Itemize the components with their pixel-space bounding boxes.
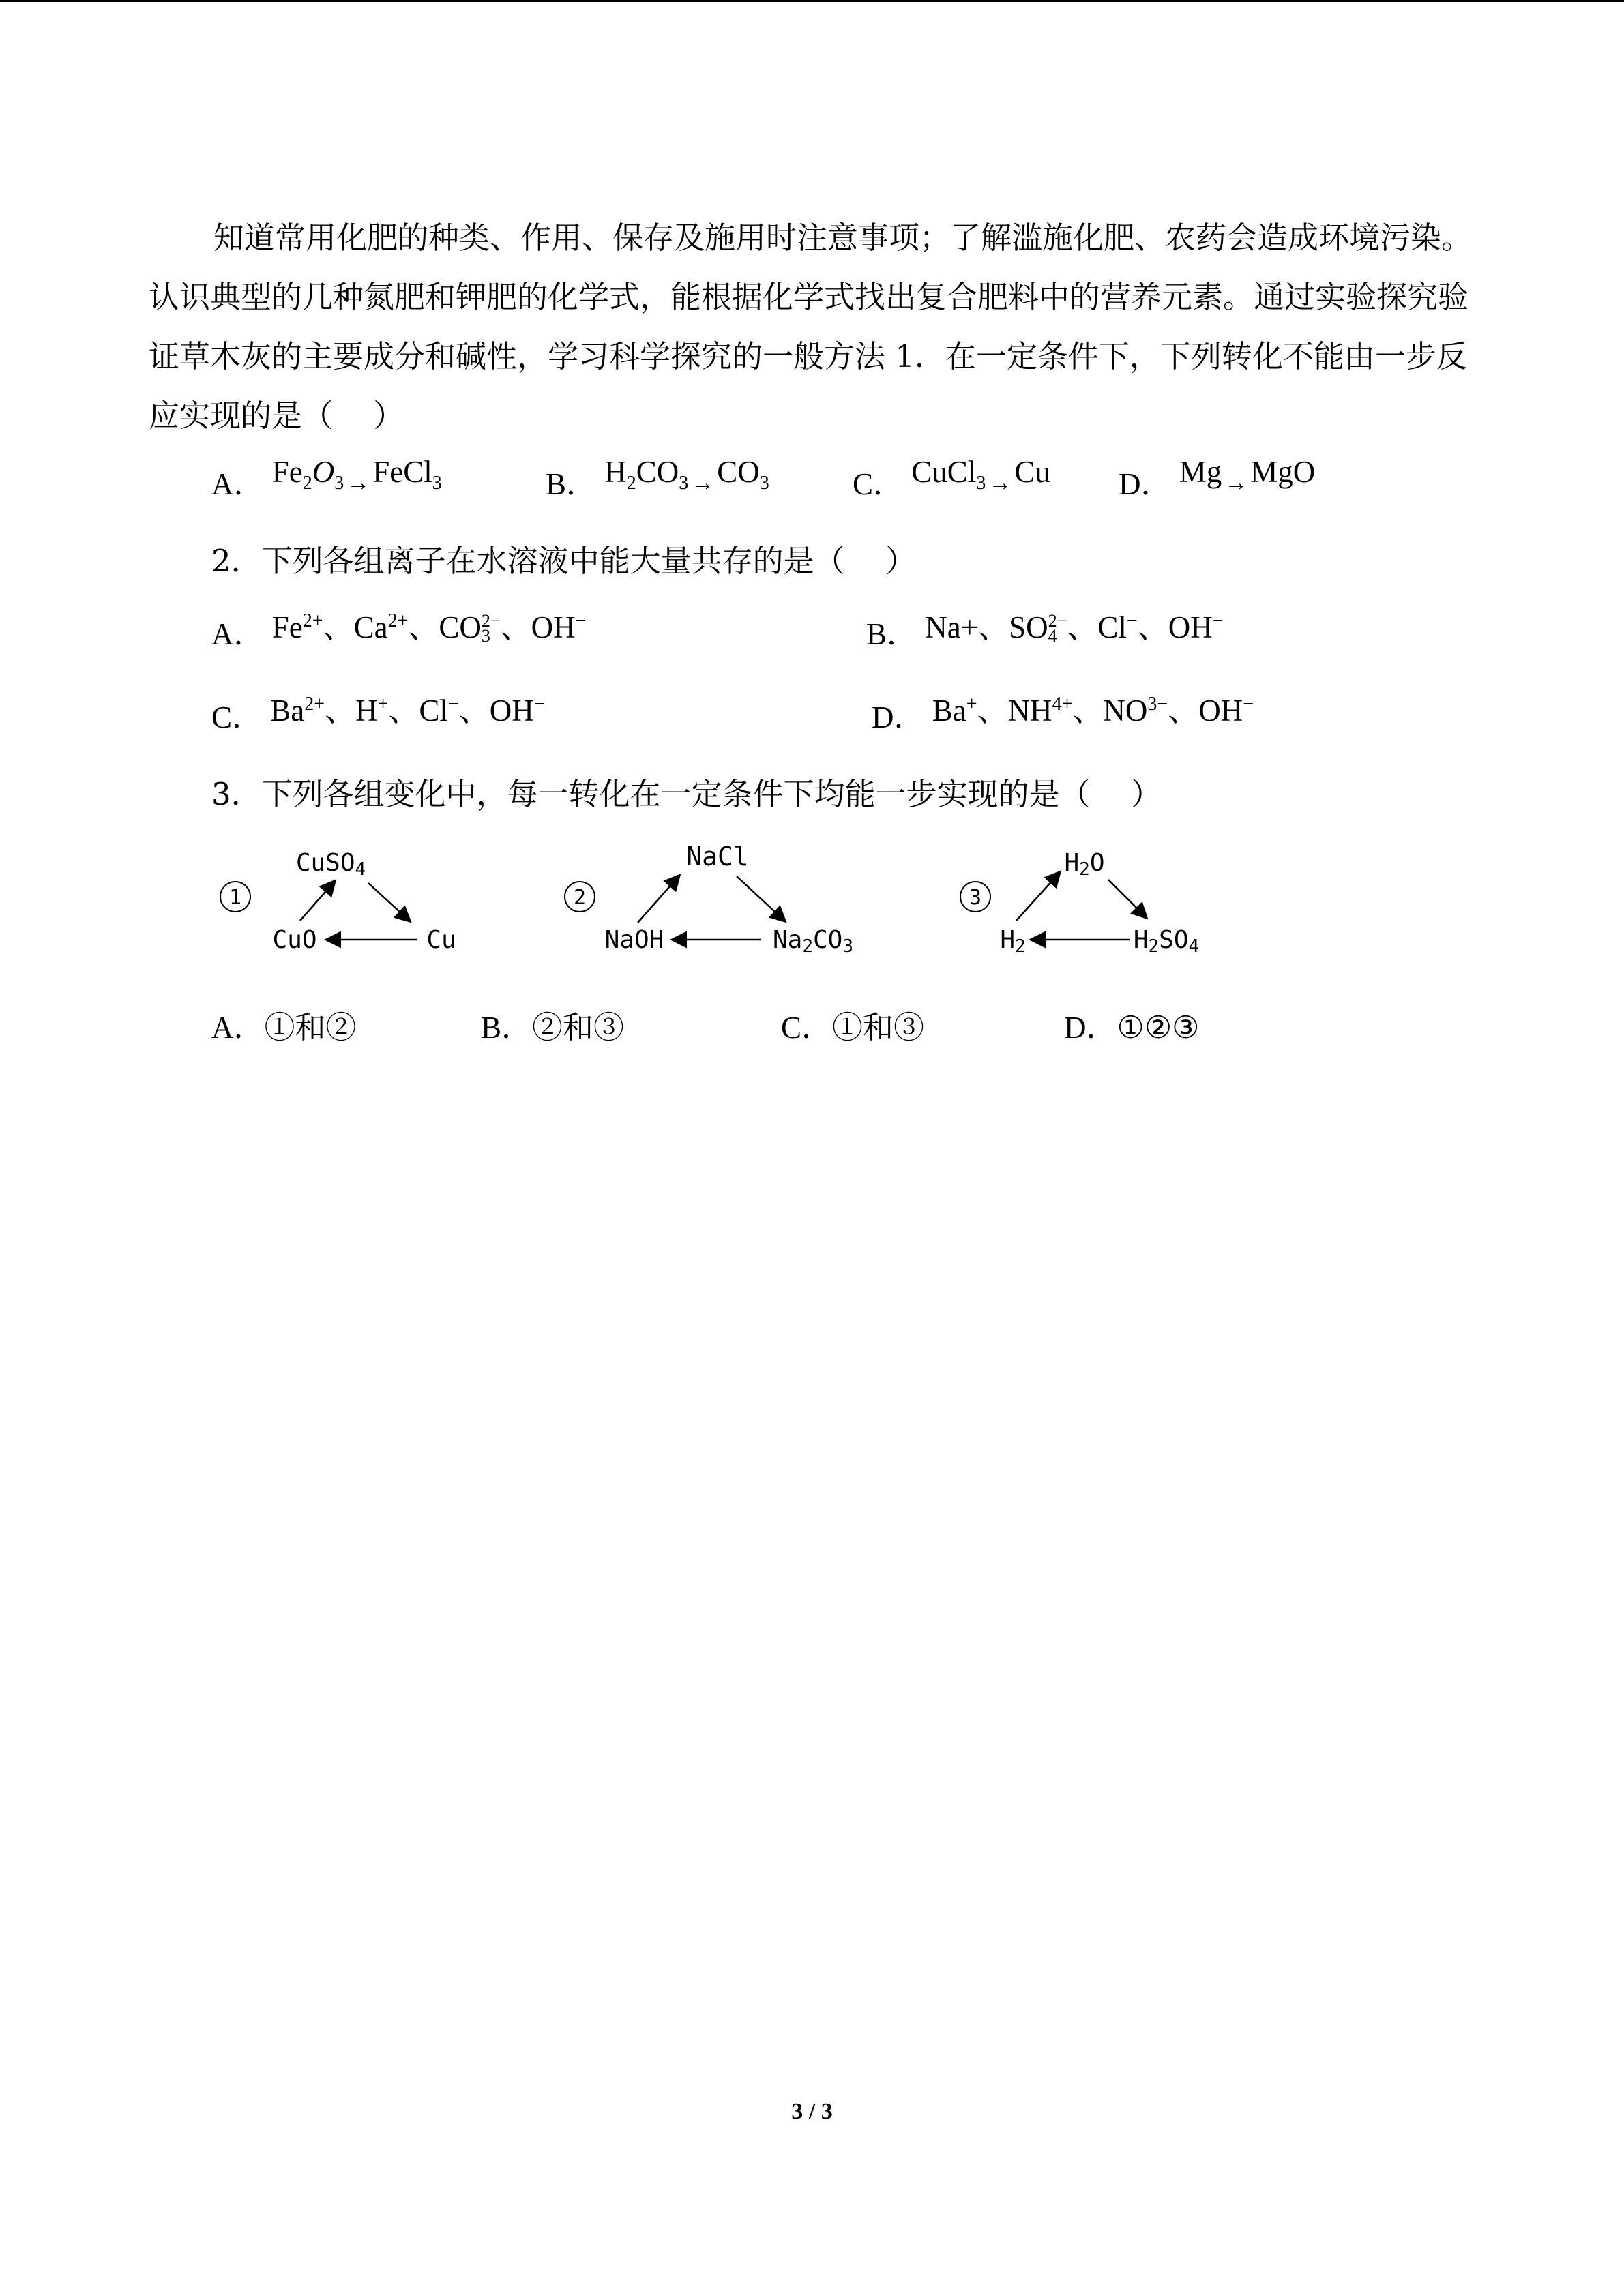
arrow-top-to-right — [737, 876, 784, 921]
option-label: C． — [211, 700, 263, 734]
diagram-number: 2 — [573, 886, 587, 910]
option-label: A． — [211, 617, 265, 651]
top-border — [0, 0, 1624, 2]
option-label: A． — [211, 467, 265, 501]
reaction-cycle-diagram-3 — [951, 842, 1224, 965]
q3-option-a — [211, 1007, 357, 1048]
formula: $H_2CO_3$ $_\to CO_3$ — [604, 455, 769, 496]
reaction-cycle-diagram-1 — [211, 842, 471, 965]
q3-stem: 3．下列各组变化中，每一转化在一定条件下均能一步实现的是（ ） — [211, 776, 1162, 812]
arrow-top-to-right — [1108, 880, 1146, 917]
intro-text: 知道常用化肥的种类、作用、保存及施用时注意事项；了解滥施化肥、农药会造成环境污染。认识典型的几种氮肥和钾肥的化学式，能根据化学式找出复合肥料中的营养元素。通过实验探究验证草木灰的主要成分和碱性，学习科学探究的一般方法 1．在一定条件下，下列转化不能由一步反应实现的是（ ） — [149, 220, 1473, 434]
formula: CuCl$_3$ $_\to$Cu — [911, 455, 1050, 496]
option-text: ①和③ — [832, 1011, 925, 1045]
q2-option-a — [211, 610, 587, 655]
node-right: H2SO4 — [1133, 926, 1200, 957]
q1-option-a — [211, 455, 442, 508]
diagram-number: 3 — [969, 886, 982, 910]
node-right: Na2CO3 — [772, 926, 854, 957]
option-text: ①和② — [264, 1011, 357, 1045]
ion-list: $Fe^{2+}$、$Ca^{2+}$、CO 2− 3 、OH− — [271, 610, 587, 646]
arrow-left-to-top — [300, 882, 334, 921]
option-label: C． — [853, 467, 904, 501]
q1-option-c — [853, 455, 1050, 508]
ion-list: Ba+、$NH^{4+}$、$NO^{3-}$、OH− — [932, 694, 1254, 728]
option-label: D． — [1119, 467, 1172, 501]
option-label: B． — [481, 1011, 533, 1045]
option-label: A． — [211, 1011, 265, 1045]
option-label: B． — [866, 617, 918, 651]
formula: $Fe_2O_3$ $_\to$FeCl$_3$ — [271, 455, 442, 496]
arrow-top-to-right — [368, 883, 409, 921]
q3-option-c — [781, 1007, 924, 1048]
q2-option-b — [866, 610, 1224, 655]
node-left: NaOH — [604, 926, 664, 954]
option-label: C． — [781, 1011, 833, 1045]
option-label: D． — [872, 700, 925, 734]
formula: Mg $_\to$MgO — [1179, 455, 1316, 496]
diagram-number: 1 — [228, 886, 242, 910]
q2-option-d — [872, 694, 1254, 738]
q2-option-c — [211, 694, 545, 738]
node-right: Cu — [426, 926, 456, 954]
intro-paragraph — [149, 208, 1486, 445]
option-label: D． — [1064, 1011, 1117, 1045]
node-left: CuO — [272, 926, 317, 954]
option-text: ②和③ — [532, 1011, 625, 1045]
ion-list: $Ba^{2+}$、H+、Cl−、OH− — [270, 694, 545, 728]
node-top: H2O — [1064, 849, 1105, 880]
node-left: H2 — [1000, 926, 1026, 957]
q2-stem: 2．下列各组离子在水溶液中能大量共存的是（ ） — [211, 543, 916, 579]
reaction-cycle-diagram-2 — [556, 842, 870, 965]
option-label: B． — [546, 467, 597, 501]
q3-option-d — [1064, 1007, 1200, 1048]
option-text: ①②③ — [1117, 1011, 1200, 1045]
arrow-left-to-top — [638, 876, 679, 923]
arrow-left-to-top — [1016, 873, 1059, 921]
node-top: NaCl — [686, 842, 749, 871]
q1-option-d — [1119, 455, 1316, 508]
q3-option-b — [481, 1007, 624, 1048]
ion-list: Na+、SO 2− 4 、Cl−、OH− — [925, 610, 1224, 646]
node-top: CuSO4 — [295, 849, 366, 880]
q1-option-b — [546, 455, 769, 508]
page-number: 3 / 3 — [791, 2099, 833, 2124]
